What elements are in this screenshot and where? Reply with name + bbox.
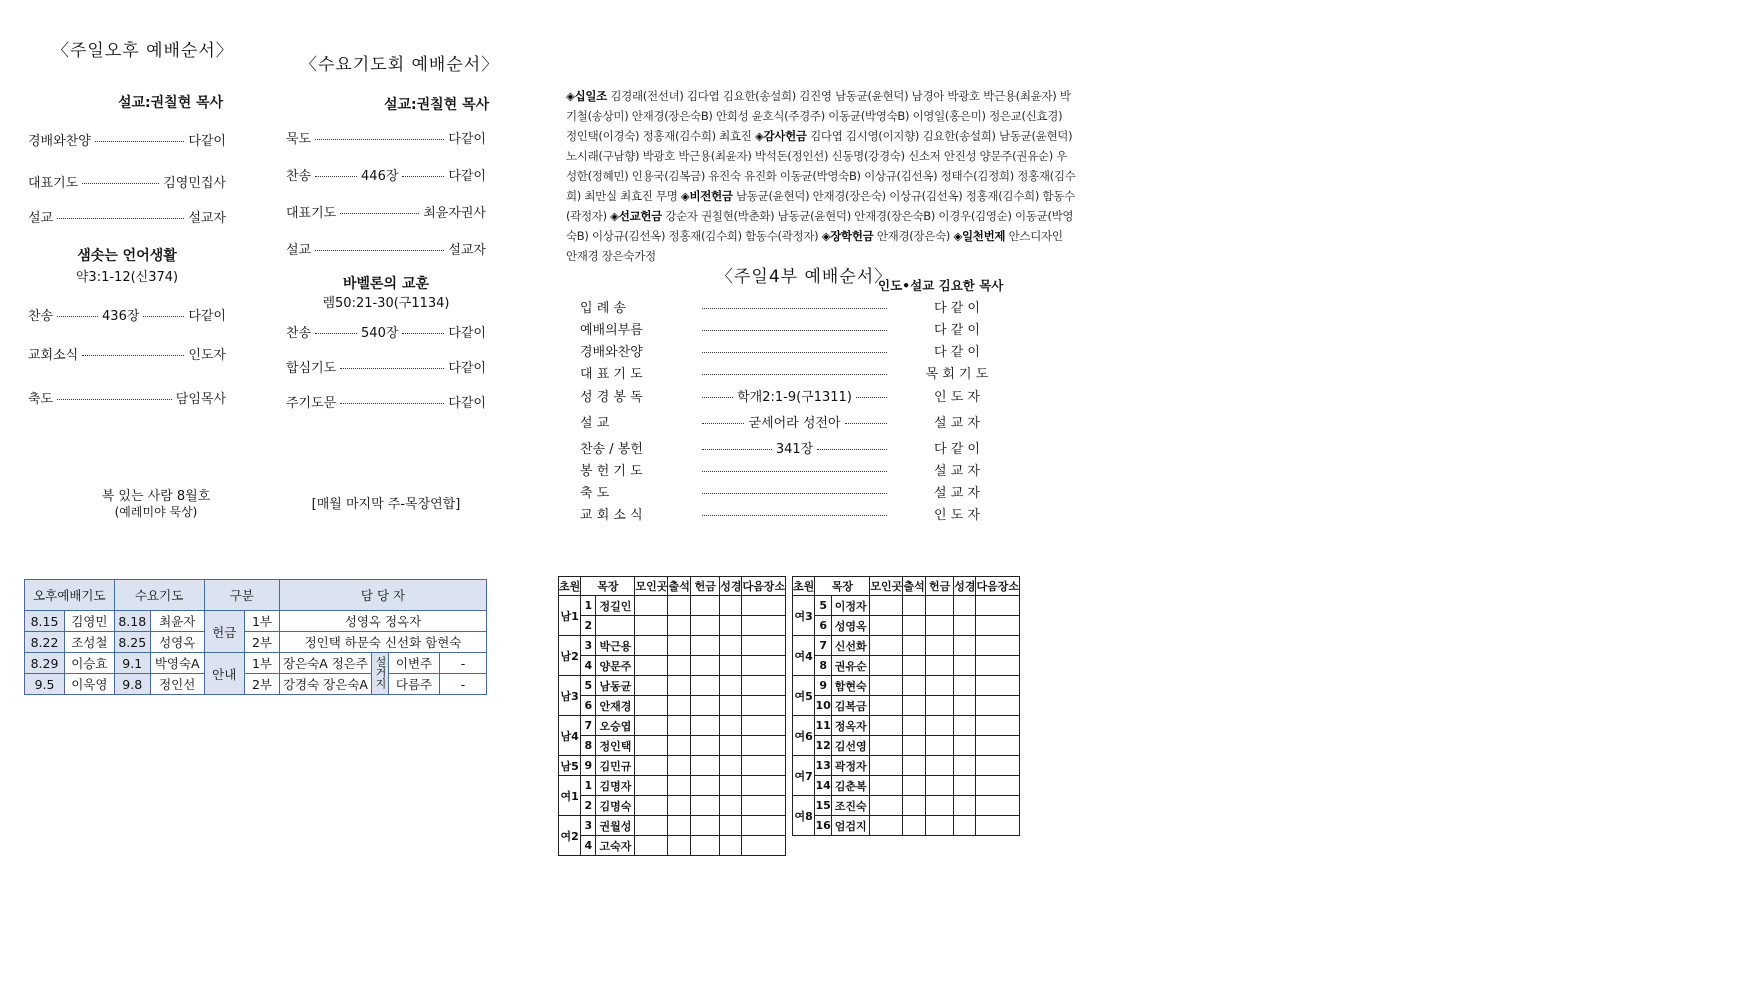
entry-cell[interactable] [668, 676, 691, 696]
wednesday-item: 대표기도 최윤자권사 [286, 206, 486, 221]
entry-cell[interactable] [870, 596, 903, 616]
entry-cell[interactable] [668, 816, 691, 836]
attendance-header: 헌금 [691, 577, 720, 596]
thanks-label: ◈감사헌금 [754, 129, 807, 143]
leader-name: 엄검지 [832, 816, 870, 836]
entry-cell[interactable] [720, 616, 742, 636]
entry-cell[interactable] [691, 656, 720, 676]
entry-cell[interactable] [976, 636, 1020, 656]
entry-cell[interactable] [668, 796, 691, 816]
entry-cell[interactable] [742, 616, 786, 636]
afternoon-item: 경배와찬양 다같이 [28, 134, 226, 149]
wednesday-item: 설교 설교자 [286, 243, 486, 258]
entry-cell[interactable] [903, 636, 926, 656]
leader-name: 권월성 [596, 816, 635, 836]
leader-name: 양문주 [596, 656, 635, 676]
entry-cell[interactable] [742, 696, 786, 716]
attendance-header: 초원 [559, 577, 581, 596]
oneone-names: 안스디자인 안재경 장은숙가정 [566, 229, 1063, 263]
entry-cell[interactable] [742, 676, 786, 696]
entry-cell[interactable] [870, 636, 903, 656]
group-cell: 여2 [559, 816, 581, 856]
entry-cell[interactable] [635, 796, 668, 816]
service4-title: 〈주일4부 예배순서〉 [716, 267, 893, 287]
entry-cell[interactable] [668, 596, 691, 616]
entry-cell[interactable] [668, 736, 691, 756]
entry-cell[interactable] [691, 796, 720, 816]
entry-cell[interactable] [903, 736, 926, 756]
duty-table [24, 579, 487, 695]
entry-cell[interactable] [870, 716, 903, 736]
cat-guide: 안내 [204, 653, 244, 695]
wednesday-item: 찬송 540장 다같이 [286, 326, 486, 341]
table-row: 남1 1 정길인 [559, 596, 786, 616]
service4-item: 축 도 설 교 자 [580, 486, 980, 501]
leader-name: 정길인 [596, 596, 635, 616]
leader-name: 김춘복 [832, 776, 870, 796]
wednesday-footer: [매월 마지막 주-목장연합] [311, 497, 461, 512]
attendance-header: 헌금 [926, 577, 954, 596]
table-row: 10 김복금 [793, 696, 1020, 716]
entry-cell[interactable] [926, 816, 954, 836]
entry-cell[interactable] [668, 656, 691, 676]
service4-leader: 인도•설교 김요한 목사 [878, 278, 1004, 293]
service4-item: 찬송 / 봉헌 341장 다 같 이 [580, 442, 980, 457]
attendance-header: 목장 [581, 577, 635, 596]
entry-cell[interactable] [926, 696, 954, 716]
service4-item: 성 경 봉 독 학개2:1-9(구1311) 인 도 자 [580, 390, 980, 405]
vision-label: ◈비전헌금 [680, 189, 733, 203]
group-cell: 남4 [559, 716, 581, 756]
entry-cell[interactable] [742, 836, 786, 856]
group-cell: 여3 [793, 596, 815, 636]
table-row: 남3 5 남동균 [559, 676, 786, 696]
entry-cell[interactable] [635, 696, 668, 716]
entry-cell[interactable] [635, 716, 668, 736]
attendance-header: 성경 [954, 577, 976, 596]
table-row: 6 성영옥 [793, 616, 1020, 636]
attendance-header: 출석 [903, 577, 926, 596]
service4-item: 봉 헌 기 도 설 교 자 [580, 464, 980, 479]
table-row: 12 김선영 [793, 736, 1020, 756]
entry-cell[interactable] [954, 596, 976, 616]
leader-name: 남동균 [596, 676, 635, 696]
entry-cell[interactable] [903, 816, 926, 836]
entry-cell[interactable] [691, 756, 720, 776]
mission-names: 강순자 권칠현(박춘화) 남동균(윤현덕) 안재경(장은숙B) 이경우(김영순) 이동균(박영숙B) 이상규(김선옥) 정홍재(김수희) 함동수(곽정자) [566, 209, 1074, 243]
entry-cell[interactable] [903, 716, 926, 736]
tithe-names: 김경래(전선녀) 김다엽 김요한(송설희) 김진영 남동균(윤현덕) 남경아 박광호 박근용(최윤자) 박기철(송상미) 안재경(장은숙B) 안희성 윤호식(주경주) 이동균(박영숙B) 이영일(홍은미) 정은교(신효경) 정인택(이경숙) 정홍재(김수희) 최효진 [566, 89, 1071, 143]
entry-cell[interactable] [668, 616, 691, 636]
table-row: 16 엄검지 [793, 816, 1020, 836]
entry-cell[interactable] [903, 796, 926, 816]
entry-cell[interactable] [635, 836, 668, 856]
entry-cell[interactable] [691, 696, 720, 716]
entry-cell[interactable] [903, 656, 926, 676]
leader-name: 오승엽 [596, 716, 635, 736]
entry-cell[interactable] [720, 676, 742, 696]
entry-cell[interactable] [954, 796, 976, 816]
entry-cell[interactable] [691, 636, 720, 656]
attendance-header: 다음장소 [742, 577, 786, 596]
leader-name: 정인택 [596, 736, 635, 756]
table-row: 4 양문주 [559, 656, 786, 676]
attendance-header: 모인곳 [635, 577, 668, 596]
duty-header: 수요기도 [114, 580, 204, 611]
afternoon-footer-sub: (예레미야 묵상) [114, 505, 198, 519]
entry-cell[interactable] [720, 836, 742, 856]
service4-item: 예배의부름 다 같 이 [580, 323, 980, 338]
group-cell: 여7 [793, 756, 815, 796]
entry-cell[interactable] [635, 656, 668, 676]
entry-cell[interactable] [976, 796, 1020, 816]
entry-cell[interactable] [742, 636, 786, 656]
entry-cell[interactable] [668, 836, 691, 856]
entry-cell[interactable] [635, 676, 668, 696]
entry-cell[interactable] [954, 776, 976, 796]
entry-cell[interactable] [720, 696, 742, 716]
entry-cell[interactable] [635, 756, 668, 776]
entry-cell[interactable] [691, 616, 720, 636]
entry-cell[interactable] [903, 676, 926, 696]
entry-cell[interactable] [903, 596, 926, 616]
duty-header: 구분 [204, 580, 279, 611]
service4-item: 설 교 굳세어라 성전아 설 교 자 [580, 416, 980, 431]
entry-cell[interactable] [720, 596, 742, 616]
entry-cell[interactable] [668, 776, 691, 796]
entry-cell[interactable] [926, 596, 954, 616]
entry-cell[interactable] [926, 776, 954, 796]
entry-cell[interactable] [976, 596, 1020, 616]
entry-cell[interactable] [870, 696, 903, 716]
entry-cell[interactable] [742, 796, 786, 816]
attendance-header: 성경 [720, 577, 742, 596]
table-row: 8 권유순 [793, 656, 1020, 676]
group-cell: 여4 [793, 636, 815, 676]
table-row: 여7 13 곽정자 [793, 756, 1020, 776]
entry-cell[interactable] [742, 776, 786, 796]
afternoon-item: 교회소식 인도자 [28, 348, 226, 363]
entry-cell[interactable] [691, 736, 720, 756]
table-row: 8.15 김영민 8.18 최윤자 헌금 1부 성영옥 정옥자 [25, 611, 487, 632]
entry-cell[interactable] [635, 596, 668, 616]
tithe-label: ◈십일조 [566, 89, 607, 103]
entry-cell[interactable] [926, 636, 954, 656]
entry-cell[interactable] [668, 696, 691, 716]
entry-cell[interactable] [954, 656, 976, 676]
afternoon-sermon-title: 샘솟는 언어생활 [77, 248, 177, 264]
entry-cell[interactable] [720, 736, 742, 756]
afternoon-sermon-ref: 약3:1-12(신374) [75, 270, 179, 285]
entry-cell[interactable] [870, 656, 903, 676]
leader-name: 김명숙 [596, 796, 635, 816]
table-row: 여5 9 함현숙 [793, 676, 1020, 696]
entry-cell[interactable] [635, 736, 668, 756]
entry-cell[interactable] [903, 756, 926, 776]
entry-cell[interactable] [870, 816, 903, 836]
entry-cell[interactable] [926, 736, 954, 756]
table-row: 여8 15 조진숙 [793, 796, 1020, 816]
attendance-header: 출석 [668, 577, 691, 596]
entry-cell[interactable] [954, 616, 976, 636]
entry-cell[interactable] [926, 656, 954, 676]
leader-name [596, 616, 635, 636]
duty-header-row [25, 580, 487, 611]
entry-cell[interactable] [954, 756, 976, 776]
attendance-header-row [559, 577, 786, 596]
mission-label: ◈선교헌금 [610, 209, 662, 223]
entry-cell[interactable] [691, 816, 720, 836]
leader-name: 김선영 [832, 736, 870, 756]
entry-cell[interactable] [720, 636, 742, 656]
entry-cell[interactable] [976, 776, 1020, 796]
entry-cell[interactable] [635, 816, 668, 836]
afternoon-item: 축도 담임목사 [28, 392, 226, 407]
wednesday-item: 묵도 다같이 [286, 132, 486, 147]
entry-cell[interactable] [668, 636, 691, 656]
group-cell: 남5 [559, 756, 581, 776]
attendance-table-left [558, 576, 786, 856]
entry-cell[interactable] [691, 776, 720, 796]
entry-cell[interactable] [635, 636, 668, 656]
entry-cell[interactable] [742, 736, 786, 756]
wednesday-title: 〈수요기도회 예배순서〉 [300, 55, 500, 75]
entry-cell[interactable] [720, 656, 742, 676]
table-row: 여1 1 김명자 [559, 776, 786, 796]
entry-cell[interactable] [691, 676, 720, 696]
entry-cell[interactable] [742, 716, 786, 736]
leader-name: 함현숙 [832, 676, 870, 696]
entry-cell[interactable] [954, 636, 976, 656]
attendance-table-right [792, 576, 1020, 836]
table-row: 14 김춘복 [793, 776, 1020, 796]
entry-cell[interactable] [668, 716, 691, 736]
entry-cell[interactable] [742, 596, 786, 616]
entry-cell[interactable] [926, 796, 954, 816]
leader-name: 김민규 [596, 756, 635, 776]
entry-cell[interactable] [926, 616, 954, 636]
cat-offering: 헌금 [204, 611, 244, 653]
leader-name: 성영옥 [832, 616, 870, 636]
leader-name: 김명자 [596, 776, 635, 796]
service4-item: 경배와찬양 다 같 이 [580, 345, 980, 360]
table-row: 남2 3 박근용 [559, 636, 786, 656]
entry-cell[interactable] [926, 716, 954, 736]
entry-cell[interactable] [954, 716, 976, 736]
table-row: 8 정인택 [559, 736, 786, 756]
table-row: 남5 9 김민규 [559, 756, 786, 776]
table-row: 8.22 조성철 8.25 성영옥 2부 정인택 하문숙 신선화 함현숙 [25, 632, 487, 653]
attendance-header: 다음장소 [976, 577, 1020, 596]
entry-cell[interactable] [954, 676, 976, 696]
vision-names: 남동균(윤현덕) 안재경(장은숙) 이상규(김선옥) 정홍재(김수희) 함동수(곽정자) [566, 189, 1075, 223]
entry-cell[interactable] [954, 736, 976, 756]
leader-name: 안재경 [596, 696, 635, 716]
entry-cell[interactable] [976, 716, 1020, 736]
table-row: 6 안재경 [559, 696, 786, 716]
entry-cell[interactable] [691, 716, 720, 736]
entry-cell[interactable] [870, 736, 903, 756]
leader-name: 조진숙 [832, 796, 870, 816]
entry-cell[interactable] [976, 616, 1020, 636]
table-row: 8.29 이승효 9.1 박영숙A 안내 1부 장은숙A 정은주 설거지 이변주 - [25, 653, 487, 674]
entry-cell[interactable] [668, 756, 691, 776]
attendance-header-row [793, 577, 1020, 596]
leader-name: 이정자 [832, 596, 870, 616]
group-cell: 여8 [793, 796, 815, 836]
entry-cell[interactable] [976, 676, 1020, 696]
entry-cell[interactable] [720, 776, 742, 796]
wednesday-preacher: 설교:권칠현 목사 [384, 97, 490, 113]
entry-cell[interactable] [870, 676, 903, 696]
afternoon-item: 대표기도 김영민집사 [28, 176, 226, 191]
afternoon-item: 찬송 436장 다같이 [28, 309, 226, 324]
group-cell: 남1 [559, 596, 581, 636]
table-row: 2 김명숙 [559, 796, 786, 816]
afternoon-title: 〈주일오후 예배순서〉 [52, 41, 234, 61]
wednesday-sermon-title: 바벨론의 교훈 [342, 276, 430, 292]
entry-cell[interactable] [926, 756, 954, 776]
group-cell: 여1 [559, 776, 581, 816]
scholar-label: ◈장학헌금 [821, 229, 874, 243]
wednesday-item: 합심기도 다같이 [286, 361, 486, 376]
leader-name: 권유순 [832, 656, 870, 676]
entry-cell[interactable] [870, 796, 903, 816]
entry-cell[interactable] [926, 676, 954, 696]
entry-cell[interactable] [742, 656, 786, 676]
group-cell: 여5 [793, 676, 815, 716]
leader-name: 박근용 [596, 636, 635, 656]
entry-cell[interactable] [870, 756, 903, 776]
table-row: 남4 7 오승엽 [559, 716, 786, 736]
table-row: 여4 7 신선화 [793, 636, 1020, 656]
table-row: 4 고숙자 [559, 836, 786, 856]
service4-item: 교 회 소 식 인 도 자 [580, 508, 980, 523]
entry-cell[interactable] [742, 756, 786, 776]
service4-item: 입 례 송 다 같 이 [580, 301, 980, 316]
table-row: 여3 5 이정자 [793, 596, 1020, 616]
afternoon-footer: 복 있는 사람 8월호 [101, 489, 211, 504]
entry-cell[interactable] [742, 816, 786, 836]
thanks-names: 김다엽 김시영(이지향) 김요한(송설희) 남동균(윤현덕) 노시래(구남향) 박광호 박근용(최윤자) 박석돈(정인선) 신동명(강경숙) 신소저 안진성 양문주(권유순) 우성한(정혜민) 인용국(김복금) 유진숙 유진화 이동균(박영숙B) 이상규(김선옥) 정태수(김정희) 정홍재(김수희) 최만실 최효진 무명 [566, 129, 1076, 203]
entry-cell[interactable] [976, 816, 1020, 836]
leader-name: 고숙자 [596, 836, 635, 856]
entry-cell[interactable] [720, 816, 742, 836]
entry-cell[interactable] [720, 716, 742, 736]
entry-cell[interactable] [635, 776, 668, 796]
leader-name: 신선화 [832, 636, 870, 656]
table-row: 9.5 이욱영 9.8 정인선 2부 강경숙 장은숙A 다름주 - [25, 674, 487, 695]
wednesday-item: 주기도문 다같이 [286, 396, 486, 411]
entry-cell[interactable] [691, 596, 720, 616]
group-cell: 남2 [559, 636, 581, 676]
table-row: 여6 11 정옥자 [793, 716, 1020, 736]
group-cell: 남3 [559, 676, 581, 716]
leader-name: 곽정자 [832, 756, 870, 776]
leader-name: 정옥자 [832, 716, 870, 736]
entry-cell[interactable] [903, 696, 926, 716]
leader-name: 김복금 [832, 696, 870, 716]
entry-cell[interactable] [903, 616, 926, 636]
entry-cell[interactable] [720, 756, 742, 776]
table-row: 여2 3 권월성 [559, 816, 786, 836]
duty-header: 오후예배기도 [25, 580, 115, 611]
attendance-header: 초원 [793, 577, 815, 596]
entry-cell[interactable] [635, 616, 668, 636]
scholar-names: 안재경(장은숙) [876, 229, 951, 243]
entry-cell[interactable] [976, 696, 1020, 716]
duty-header: 담 당 자 [279, 580, 486, 611]
attendance-header: 모인곳 [870, 577, 903, 596]
service4-item: 대 표 기 도 목 회 기 도 [580, 367, 989, 382]
group-cell: 여6 [793, 716, 815, 756]
entry-cell[interactable] [903, 776, 926, 796]
entry-cell[interactable] [720, 796, 742, 816]
afternoon-preacher: 설교:권칠현 목사 [118, 95, 224, 111]
wednesday-sermon-ref: 렘50:21-30(구1134) [322, 296, 450, 311]
entry-cell[interactable] [954, 696, 976, 716]
entry-cell[interactable] [976, 736, 1020, 756]
entry-cell[interactable] [691, 836, 720, 856]
entry-cell[interactable] [976, 756, 1020, 776]
afternoon-item: 설교 설교자 [28, 211, 226, 226]
offering-notice [566, 86, 1076, 266]
oneone-label: ◈일천번제 [953, 229, 1006, 243]
entry-cell[interactable] [870, 776, 903, 796]
entry-cell[interactable] [954, 816, 976, 836]
wednesday-item: 찬송 446장 다같이 [286, 169, 486, 184]
entry-cell[interactable] [870, 616, 903, 636]
table-row: 2 [559, 616, 786, 636]
cat-clean: 설거지 [374, 655, 387, 689]
entry-cell[interactable] [976, 656, 1020, 676]
attendance-header: 목장 [815, 577, 870, 596]
